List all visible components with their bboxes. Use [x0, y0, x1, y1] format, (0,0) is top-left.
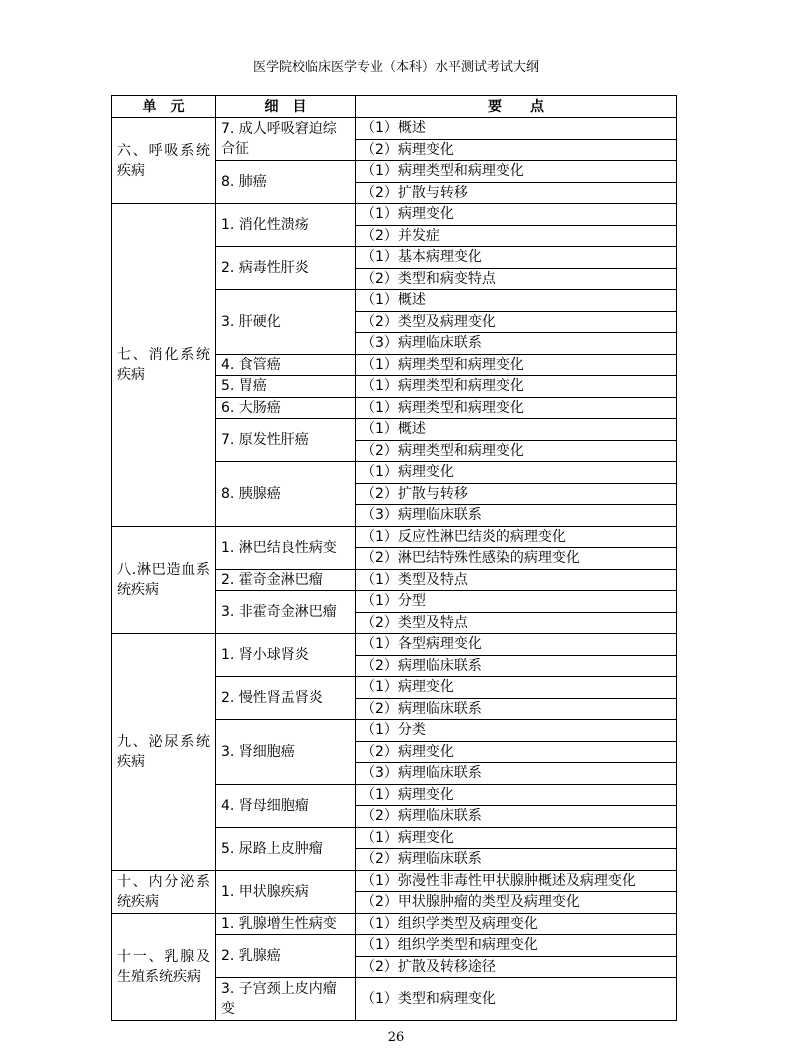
table-row: [112, 870, 677, 892]
table-row: [112, 118, 677, 140]
point-cell: （3）病理临床联系: [356, 763, 677, 785]
item-cell: 8. 肺癌: [216, 161, 356, 204]
item-cell: 1. 乳腺增生性病变: [216, 913, 356, 935]
unit-cell: 八.淋巴造血系统疾病: [112, 526, 216, 634]
point-cell: （1）病理变化: [356, 784, 677, 806]
header-unit: 单 元: [112, 96, 216, 118]
point-cell: （1）病理变化: [356, 462, 677, 484]
point-cell: （1）病理类型和病理变化: [356, 376, 677, 398]
point-cell: （2）病理临床联系: [356, 849, 677, 871]
table-row: [112, 634, 677, 656]
point-cell: （2）病理临床联系: [356, 698, 677, 720]
table-body: [112, 118, 677, 1021]
point-cell: （3）病理临床联系: [356, 333, 677, 355]
item-cell: 1. 淋巴结良性病变: [216, 526, 356, 569]
item-cell: 3. 肾细胞癌: [216, 720, 356, 785]
point-cell: （1）分类: [356, 720, 677, 742]
syllabus-table: [111, 95, 677, 1021]
item-cell: 7. 成人呼吸窘迫综合征: [216, 118, 356, 161]
point-cell: （1）组织学类型和病理变化: [356, 935, 677, 957]
point-cell: （2）类型及病理变化: [356, 311, 677, 333]
point-cell: （1）概述: [356, 419, 677, 441]
item-cell: 4. 食管癌: [216, 354, 356, 376]
point-cell: （2）甲状腺肿瘤的类型及病理变化: [356, 892, 677, 914]
document-title: 医学院校临床医学专业（本科）水平测试考试大纲: [252, 60, 539, 75]
table-row: [112, 526, 677, 548]
item-cell: 3. 非霍奇金淋巴瘤: [216, 591, 356, 634]
point-cell: （1）病理变化: [356, 677, 677, 699]
point-cell: （2）扩散与转移: [356, 483, 677, 505]
item-cell: 2. 慢性肾盂肾炎: [216, 677, 356, 720]
item-cell: 1. 肾小球肾炎: [216, 634, 356, 677]
table-row: [112, 913, 677, 935]
point-cell: （2）病理临床联系: [356, 655, 677, 677]
point-cell: （1）概述: [356, 290, 677, 312]
table-header-row: [112, 96, 677, 118]
point-cell: （1）病理变化: [356, 204, 677, 226]
point-cell: （3）病理临床联系: [356, 505, 677, 527]
item-cell: 3. 肝硬化: [216, 290, 356, 355]
point-cell: （1）概述: [356, 118, 677, 140]
item-cell: 1. 消化性溃疡: [216, 204, 356, 247]
item-cell: 8. 胰腺癌: [216, 462, 356, 527]
item-cell: 5. 尿路上皮肿瘤: [216, 827, 356, 870]
point-cell: （1）病理类型和病理变化: [356, 161, 677, 183]
point-cell: （2）淋巴结特殊性感染的病理变化: [356, 548, 677, 570]
item-cell: 3. 子宫颈上皮内瘤变: [216, 978, 356, 1021]
point-cell: （2）病理变化: [356, 741, 677, 763]
page-number: 26: [387, 1030, 405, 1045]
unit-cell: 九、泌尿系统疾病: [112, 634, 216, 871]
point-cell: （2）扩散及转移途径: [356, 956, 677, 978]
point-cell: （1）类型和病理变化: [356, 978, 677, 1021]
point-cell: （2）病理类型和病理变化: [356, 440, 677, 462]
unit-cell: 十、内分泌系统疾病: [112, 870, 216, 913]
point-cell: （1）基本病理变化: [356, 247, 677, 269]
unit-cell: 六、呼吸系统疾病: [112, 118, 216, 204]
unit-cell: 十一、乳腺及生殖系统疾病: [112, 913, 216, 1021]
point-cell: （1）病理类型和病理变化: [356, 354, 677, 376]
point-cell: （1）反应性淋巴结炎的病理变化: [356, 526, 677, 548]
item-cell: 1. 甲状腺疾病: [216, 870, 356, 913]
point-cell: （2）类型和病变特点: [356, 268, 677, 290]
point-cell: （1）分型: [356, 591, 677, 613]
point-cell: （1）类型及特点: [356, 569, 677, 591]
item-cell: 2. 病毒性肝炎: [216, 247, 356, 290]
point-cell: （1）弥漫性非毒性甲状腺肿概述及病理变化: [356, 870, 677, 892]
item-cell: 7. 原发性肝癌: [216, 419, 356, 462]
item-cell: 2. 霍奇金淋巴瘤: [216, 569, 356, 591]
unit-cell: 七、消化系统疾病: [112, 204, 216, 527]
item-cell: 2. 乳腺癌: [216, 935, 356, 978]
header-points: 要 点: [356, 96, 677, 118]
point-cell: （2）病理变化: [356, 139, 677, 161]
point-cell: （2）并发症: [356, 225, 677, 247]
point-cell: （2）扩散与转移: [356, 182, 677, 204]
point-cell: （1）病理变化: [356, 827, 677, 849]
point-cell: （2）类型及特点: [356, 612, 677, 634]
point-cell: （2）病理临床联系: [356, 806, 677, 828]
item-cell: 5. 胃癌: [216, 376, 356, 398]
table-row: [112, 204, 677, 226]
point-cell: （1）组织学类型及病理变化: [356, 913, 677, 935]
item-cell: 6. 大肠癌: [216, 397, 356, 419]
point-cell: （1）各型病理变化: [356, 634, 677, 656]
point-cell: （1）病理类型和病理变化: [356, 397, 677, 419]
header-item: 细 目: [216, 96, 356, 118]
item-cell: 4. 肾母细胞瘤: [216, 784, 356, 827]
